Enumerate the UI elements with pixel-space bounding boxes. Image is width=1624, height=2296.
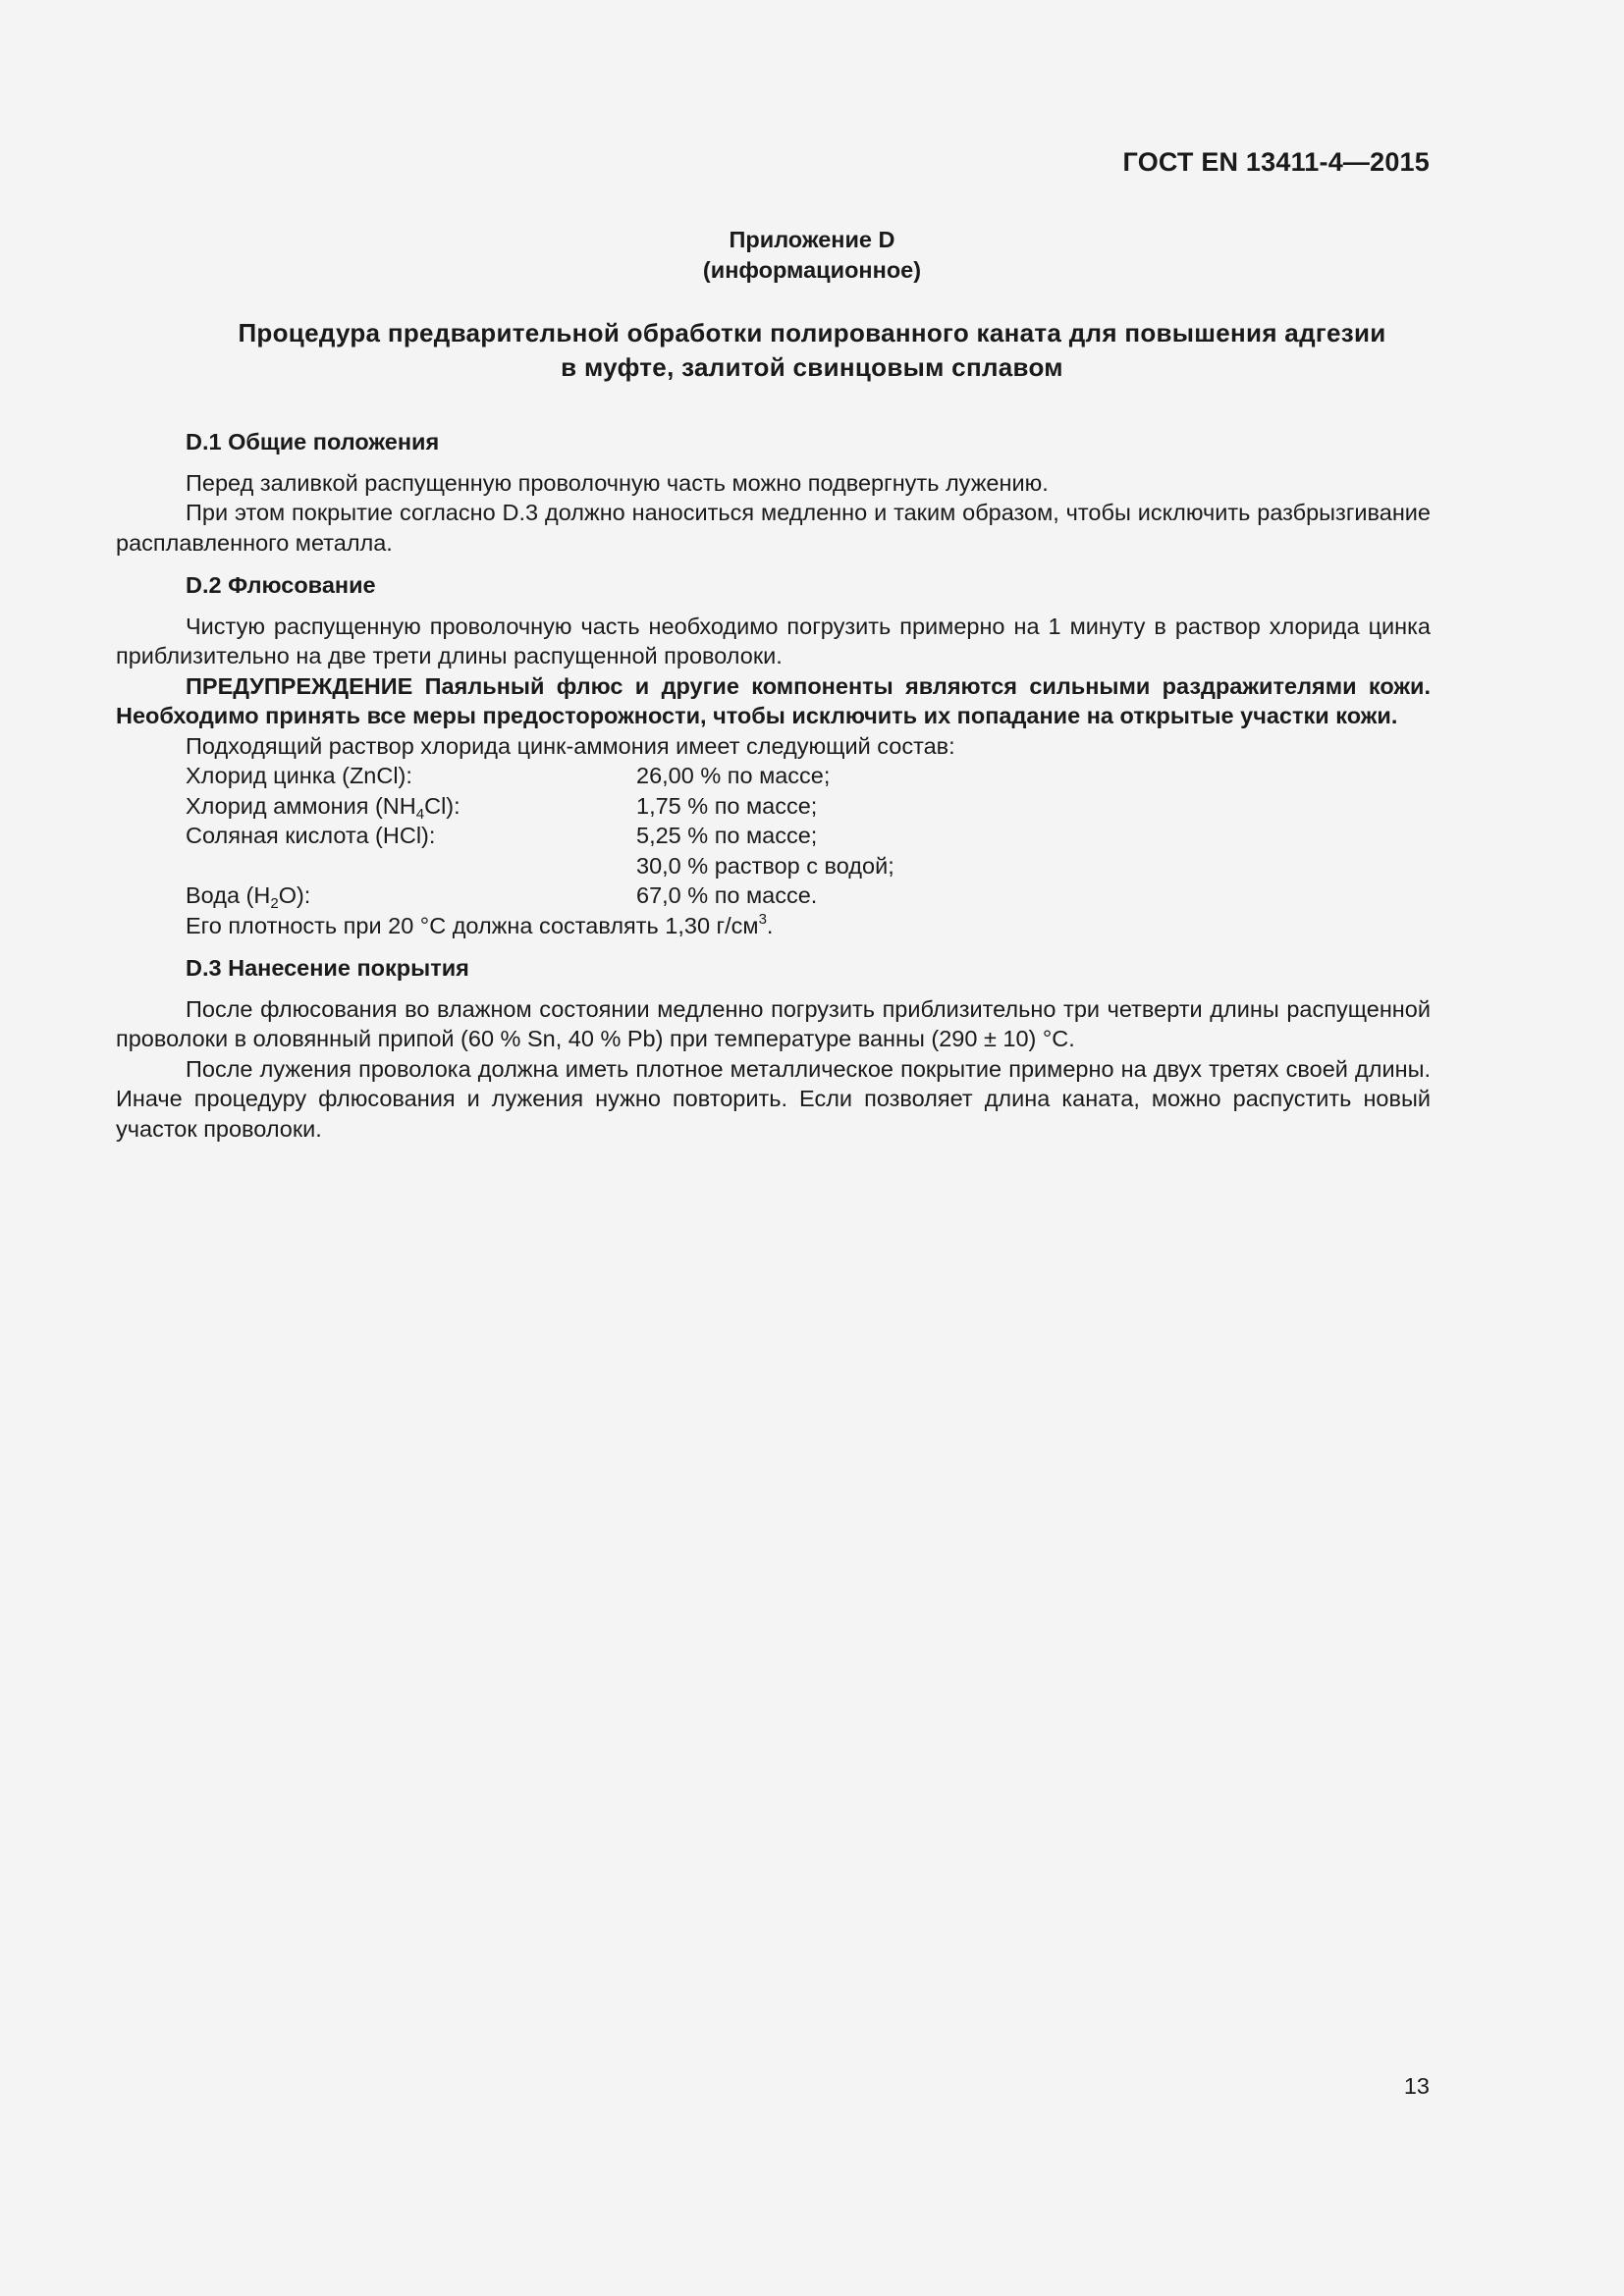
document-title bbox=[118, 316, 1506, 385]
paragraph: Перед заливкой распущенную проволочную часть можно подвергнуть лужению. bbox=[186, 469, 1049, 496]
paragraph: Чистую распущенную проволочную часть необходимо погрузить примерно на 1 минуту в раствор хлорида цинка приблизительно на две трети длины распущенной проволоки. bbox=[116, 613, 1431, 668]
component-name: Соляная кислота (HCl): bbox=[186, 823, 436, 848]
component-value: 5,25 % по массе; bbox=[636, 823, 818, 848]
component-name: Вода $(H_2O)$: bbox=[186, 882, 311, 912]
appendix-label: Приложение D bbox=[729, 227, 895, 252]
document-title-line-2: в муфте, залитой свинцовым сплавом bbox=[561, 352, 1063, 382]
density-statement: Его плотность при 20 °С должна составлять 1,30 $г/см^3$. bbox=[186, 910, 774, 938]
warning-paragraph: ПРЕДУПРЕЖДЕНИЕ Паяльный флюс и другие компоненты являются сильными раздражителями кожи. Необходимо принять все меры предосторожности, чтобы исключить их попадание на открытые участки кожи. bbox=[116, 672, 1431, 728]
page-number: 13 bbox=[1403, 2073, 1430, 2099]
appendix-heading bbox=[0, 225, 1624, 286]
composition-row bbox=[116, 791, 1431, 822]
document-title-line-1: Процедура предварительной обработки полированного каната для повышения адгезии bbox=[238, 318, 1386, 347]
composition-intro: Подходящий раствор хлорида цинк-аммония имеет следующий состав: bbox=[186, 732, 955, 759]
paragraph: После флюсования во влажном состоянии медленно погрузить приблизительно три четверти длины распущенной проволоки в оловянный припой (60 % Sn, 40 % Pb) при температуре ванны (290 ± 10) °С. bbox=[116, 995, 1431, 1051]
composition-row bbox=[116, 881, 1431, 911]
appendix-type: (информационное) bbox=[702, 257, 922, 283]
component-name: Хлорид аммония $(NH_4Cl)$: bbox=[186, 792, 460, 823]
section-heading-d2: D.2 Флюсование bbox=[186, 572, 376, 598]
component-name bbox=[116, 851, 636, 881]
component-value: 30,0 % раствор с водой; bbox=[636, 852, 894, 879]
document-body bbox=[116, 427, 1431, 1144]
composition-row bbox=[116, 821, 1431, 851]
paragraph: После лужения проволока должна иметь плотное металлическое покрытие примерно на двух третях своей длины. Иначе процедуру флюсования и лужения нужно повторить. Если позволяет длина каната, можно распустить новый участок проволоки. bbox=[116, 1055, 1431, 1142]
paragraph: При этом покрытие согласно D.3 должно наноситься медленно и таким образом, чтобы исключить разбрызгивание расплавленного металла. bbox=[116, 500, 1431, 556]
component-value: 26,00 % по массе; bbox=[636, 763, 831, 788]
component-value: 67,0 % по массе. bbox=[636, 882, 818, 908]
section-heading-d1: D.1 Общие положения bbox=[186, 429, 440, 454]
section-heading-d3: D.3 Нанесение покрытия bbox=[186, 955, 469, 981]
composition-row bbox=[116, 761, 1431, 791]
component-value: 1,75 % по массе; bbox=[636, 792, 818, 819]
composition-table bbox=[116, 761, 1431, 911]
composition-row bbox=[116, 851, 1431, 881]
component-name: Хлорид цинка (ZnCl): bbox=[186, 763, 412, 788]
standard-code: ГОСТ EN 13411-4—2015 bbox=[1122, 147, 1430, 177]
